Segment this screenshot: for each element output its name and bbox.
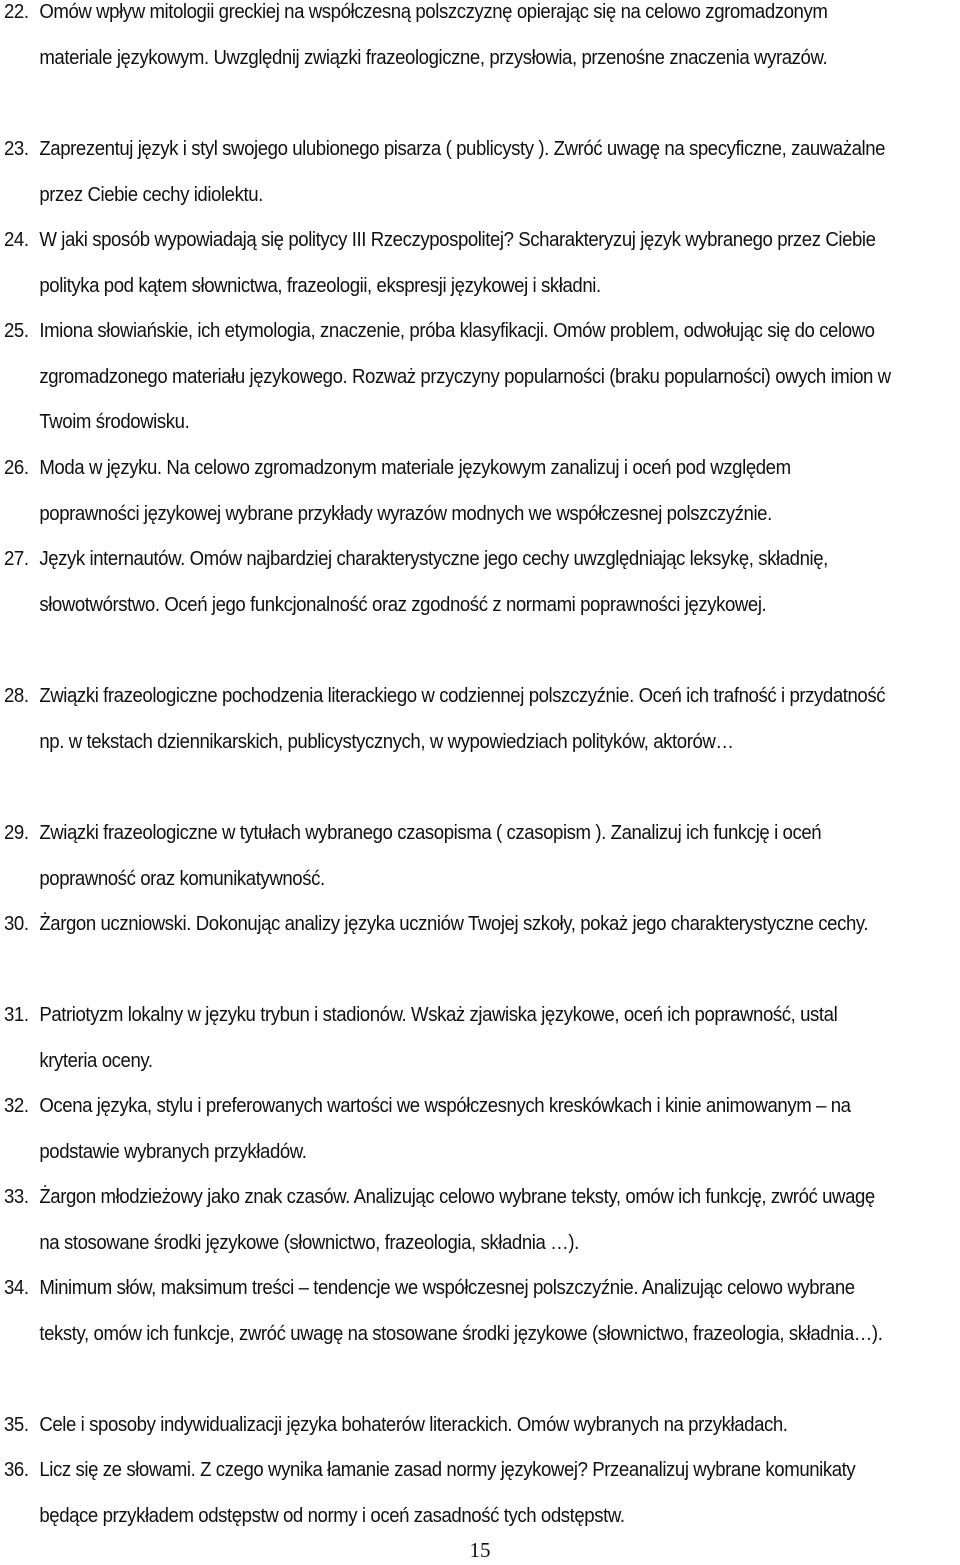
item-number: 26. xyxy=(4,457,29,479)
item-text: Omów wpływ mitologii greckiej na współczesną polszczyznę opierając się na celowo zgromadzonym materiale językowym. Uwzględnij związki frazeologiczne, przysłowia, przenośne znaczenia wyrazów. xyxy=(39,1,828,69)
item-number: 27. xyxy=(4,548,29,570)
item-number: 25. xyxy=(4,320,29,342)
item-text: Licz się ze słowami. Z czego wynika łamanie zasad normy językowej? Przeanalizuj wybrane komunikaty będące przykładem odstępstw od normy i oceń zasadność tych odstępstw. xyxy=(39,1459,856,1527)
list-item-30 xyxy=(4,902,891,948)
list-item-34 xyxy=(4,1266,891,1357)
list-item-26 xyxy=(4,446,891,537)
list-item-35 xyxy=(4,1403,891,1449)
list-item-23 xyxy=(4,127,891,218)
item-number: 34. xyxy=(4,1277,29,1299)
item-text: Zaprezentuj język i styl swojego ulubionego pisarza ( publicysty ). Zwróć uwagę na specyficzne, zauważalne przez Ciebie cechy idiolektu. xyxy=(39,138,886,206)
item-number: 30. xyxy=(4,913,29,935)
list-item-24 xyxy=(4,218,891,309)
item-number: 24. xyxy=(4,229,29,251)
list-item-32 xyxy=(4,1084,891,1175)
list-item-29 xyxy=(4,811,891,902)
item-number: 36. xyxy=(4,1459,29,1481)
page-number: 15 xyxy=(469,1538,491,1562)
list-item-22 xyxy=(4,0,891,81)
list-item-31 xyxy=(4,993,891,1084)
item-text: W jaki sposób wypowiadają się politycy III Rzeczypospolitej? Scharakteryzuj język wybranego przez Ciebie polityka pod kątem słownictwa, frazeologii, ekspresji językowej i składni. xyxy=(39,229,876,297)
list-item-36 xyxy=(4,1448,891,1539)
item-text: Minimum słów, maksimum treści – tendencje we współczesnej polszczyźnie. Analizując celowo wybrane teksty, omów ich funkcje, zwróć uwagę na stosowane środki językowe (słownictwo, frazeologia, składnia…). xyxy=(39,1277,883,1345)
item-text: Żargon uczniowski. Dokonując analizy języka uczniów Twojej szkoły, pokaż jego charakterystyczne cechy. xyxy=(39,913,869,935)
item-number: 23. xyxy=(4,138,29,160)
item-text: Imiona słowiańskie, ich etymologia, znaczenie, próba klasyfikacji. Omów problem, odwołując się do celowo zgromadzonego materiału językowego. Rozważ przyczyny popularności (braku popularności) owych imion w Twoim środowisku. xyxy=(39,320,891,434)
item-number: 22. xyxy=(4,1,29,23)
list-item-25 xyxy=(4,309,891,446)
item-text: Język internautów. Omów najbardziej charakterystyczne jego cechy uwzględniając leksykę, składnię, słowotwórstwo. Oceń jego funkcjonalność oraz zgodność z normami poprawności językowej. xyxy=(39,548,828,616)
item-text: Ocena języka, stylu i preferowanych wartości we współczesnych kreskówkach i kinie animowanym – na podstawie wybranych przykładów. xyxy=(39,1095,851,1163)
list-item-33 xyxy=(4,1175,891,1266)
item-text: Cele i sposoby indywidualizacji języka bohaterów literackich. Omów wybranych na przykładach. xyxy=(39,1414,788,1436)
item-number: 28. xyxy=(4,685,29,707)
item-number: 31. xyxy=(4,1004,29,1026)
item-number: 33. xyxy=(4,1186,29,1208)
list-item-27 xyxy=(4,537,891,628)
item-number: 29. xyxy=(4,822,29,844)
item-text: Moda w języku. Na celowo zgromadzonym materiale językowym zanalizuj i oceń pod względem poprawności językowej wybrane przykłady wyrazów modnych we współczesnej polszczyźnie. xyxy=(39,457,791,525)
item-text: Związki frazeologiczne pochodzenia literackiego w codziennej polszczyźnie. Oceń ich trafność i przydatność np. w tekstach dziennikarskich, publicystycznych, w wypowiedziach polityków, aktorów… xyxy=(39,685,886,753)
item-number: 35. xyxy=(4,1414,29,1436)
item-number: 32. xyxy=(4,1095,29,1117)
item-text: Związki frazeologiczne w tytułach wybranego czasopisma ( czasopism ). Zanalizuj ich funkcję i oceń poprawność oraz komunikatywność. xyxy=(39,822,822,890)
list-item-28 xyxy=(4,674,891,765)
item-text: Patriotyzm lokalny w języku trybun i stadionów. Wskaż zjawiska językowe, oceń ich poprawność, ustal kryteria oceny. xyxy=(39,1004,838,1072)
item-text: Żargon młodzieżowy jako znak czasów. Analizując celowo wybrane teksty, omów ich funkcję, zwróć uwagę na stosowane środki językowe (słownictwo, frazeologia, składnia …). xyxy=(39,1186,875,1254)
